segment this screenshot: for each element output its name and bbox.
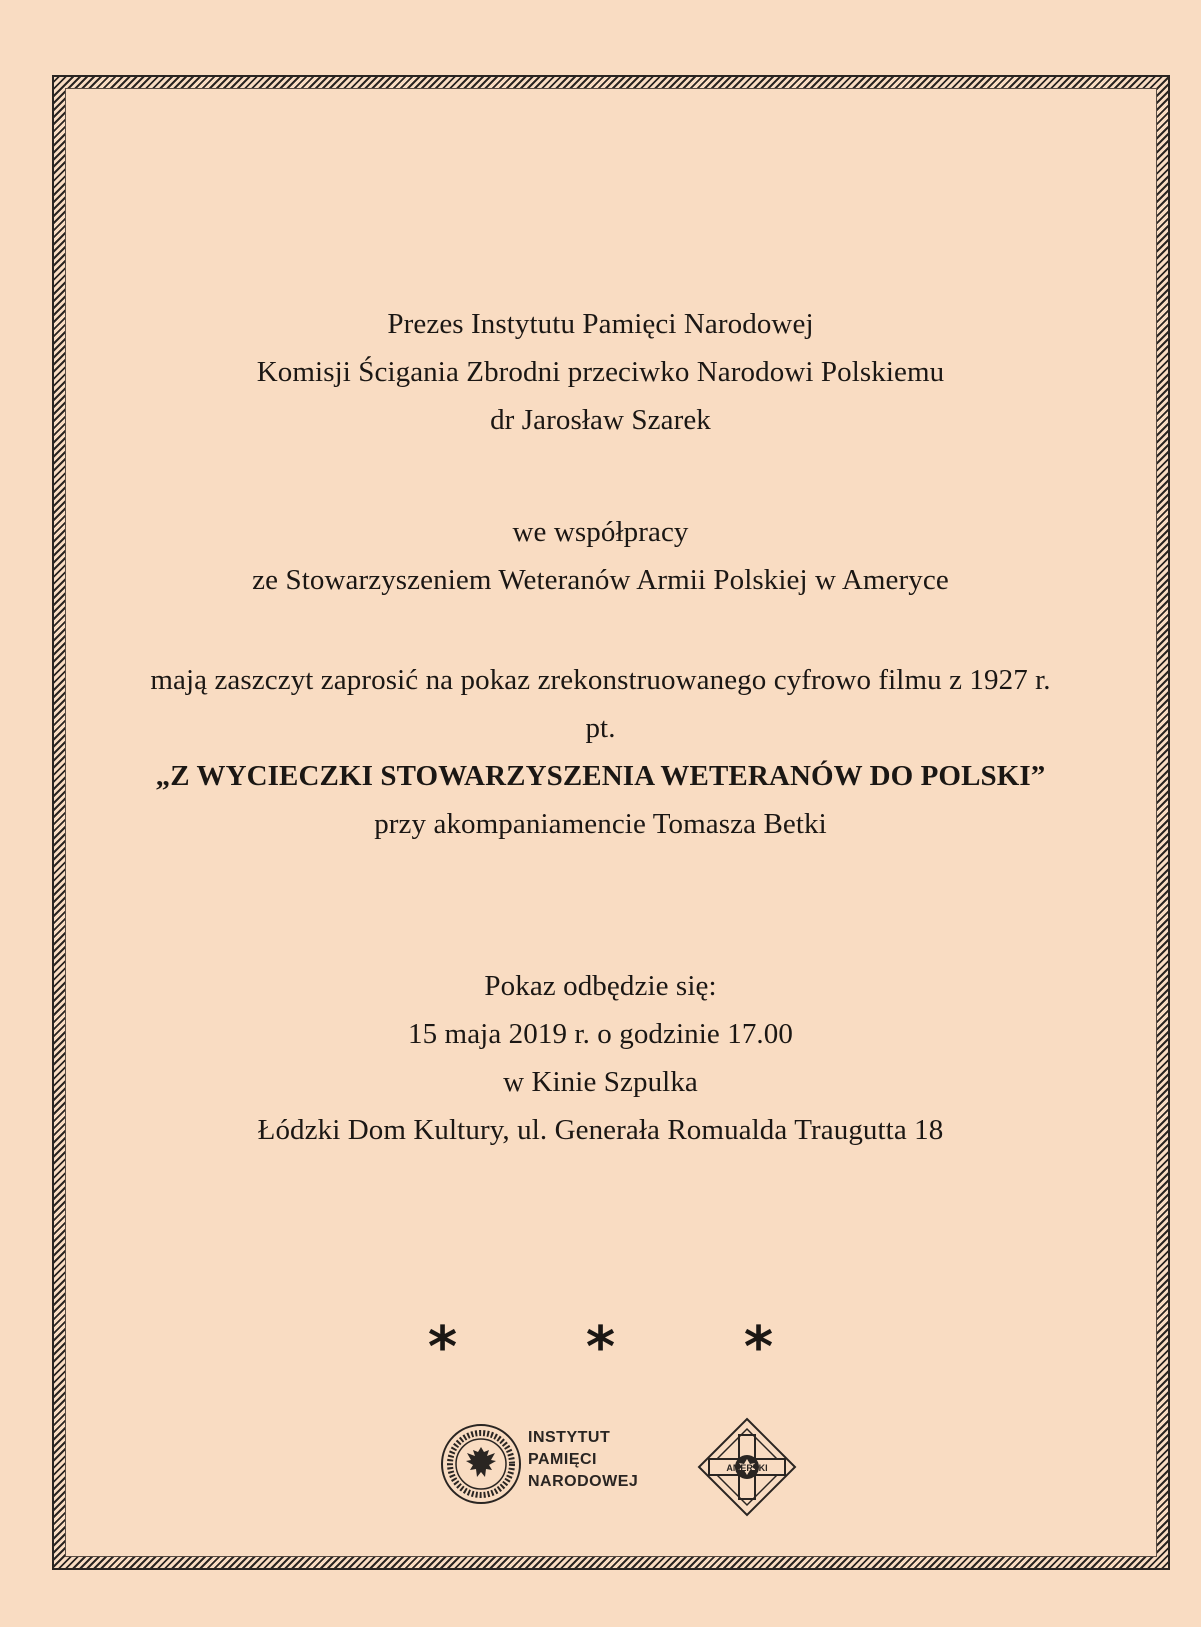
star-icon: * — [585, 1315, 616, 1380]
invitation-text: mają zaszczyt zaprosić na pokaz zrekonstruowanego cyfrowo filmu z 1927 r. — [150, 664, 1051, 696]
ipn-line-1: INSTYTUT — [528, 1429, 611, 1446]
eagle-seal-icon — [440, 1423, 522, 1505]
event-date-time: 15 maja 2019 r. o godzinie 17.00 — [408, 1018, 793, 1050]
event-intro: Pokaz odbędzie się: — [484, 970, 717, 1002]
ipn-line-2: PAMIĘCI — [528, 1451, 597, 1468]
ipn-wordmark — [528, 1427, 638, 1493]
star-decorations — [0, 1315, 1201, 1380]
event-details — [0, 962, 1201, 1154]
cooperation-label: we współpracy — [512, 516, 689, 548]
star-icon: * — [427, 1315, 458, 1380]
organizer-president: dr Jarosław Szarek — [490, 404, 711, 436]
veterans-emblem-icon — [695, 1415, 799, 1519]
organizer-commission: Komisji Ścigania Zbrodni przeciwko Narodowi Polskiemu — [256, 356, 945, 388]
logos-row — [440, 1415, 820, 1525]
cooperation-block — [0, 508, 1201, 604]
film-title: „Z WYCIECZKI STOWARZYSZENIA WETERANÓW DO POLSKI” — [155, 760, 1046, 792]
organizer-block — [0, 300, 1201, 444]
organizer-title: Prezes Instytutu Pamięci Narodowej — [387, 308, 814, 340]
accompaniment: przy akompaniamencie Tomasza Betki — [374, 808, 827, 840]
event-address: Łódzki Dom Kultury, ul. Generała Romualda Traugutta 18 — [257, 1114, 944, 1146]
star-icon: * — [743, 1315, 774, 1380]
invitation-pt: pt. — [585, 712, 616, 744]
ipn-line-3: NARODOWEJ — [528, 1473, 639, 1490]
invitation-block — [0, 656, 1201, 848]
veterans-emblem-text: AMERYKI — [726, 1463, 768, 1473]
cooperation-partner: ze Stowarzyszeniem Weteranów Armii Polskiej w Ameryce — [252, 564, 949, 596]
event-venue: w Kinie Szpulka — [503, 1066, 698, 1098]
